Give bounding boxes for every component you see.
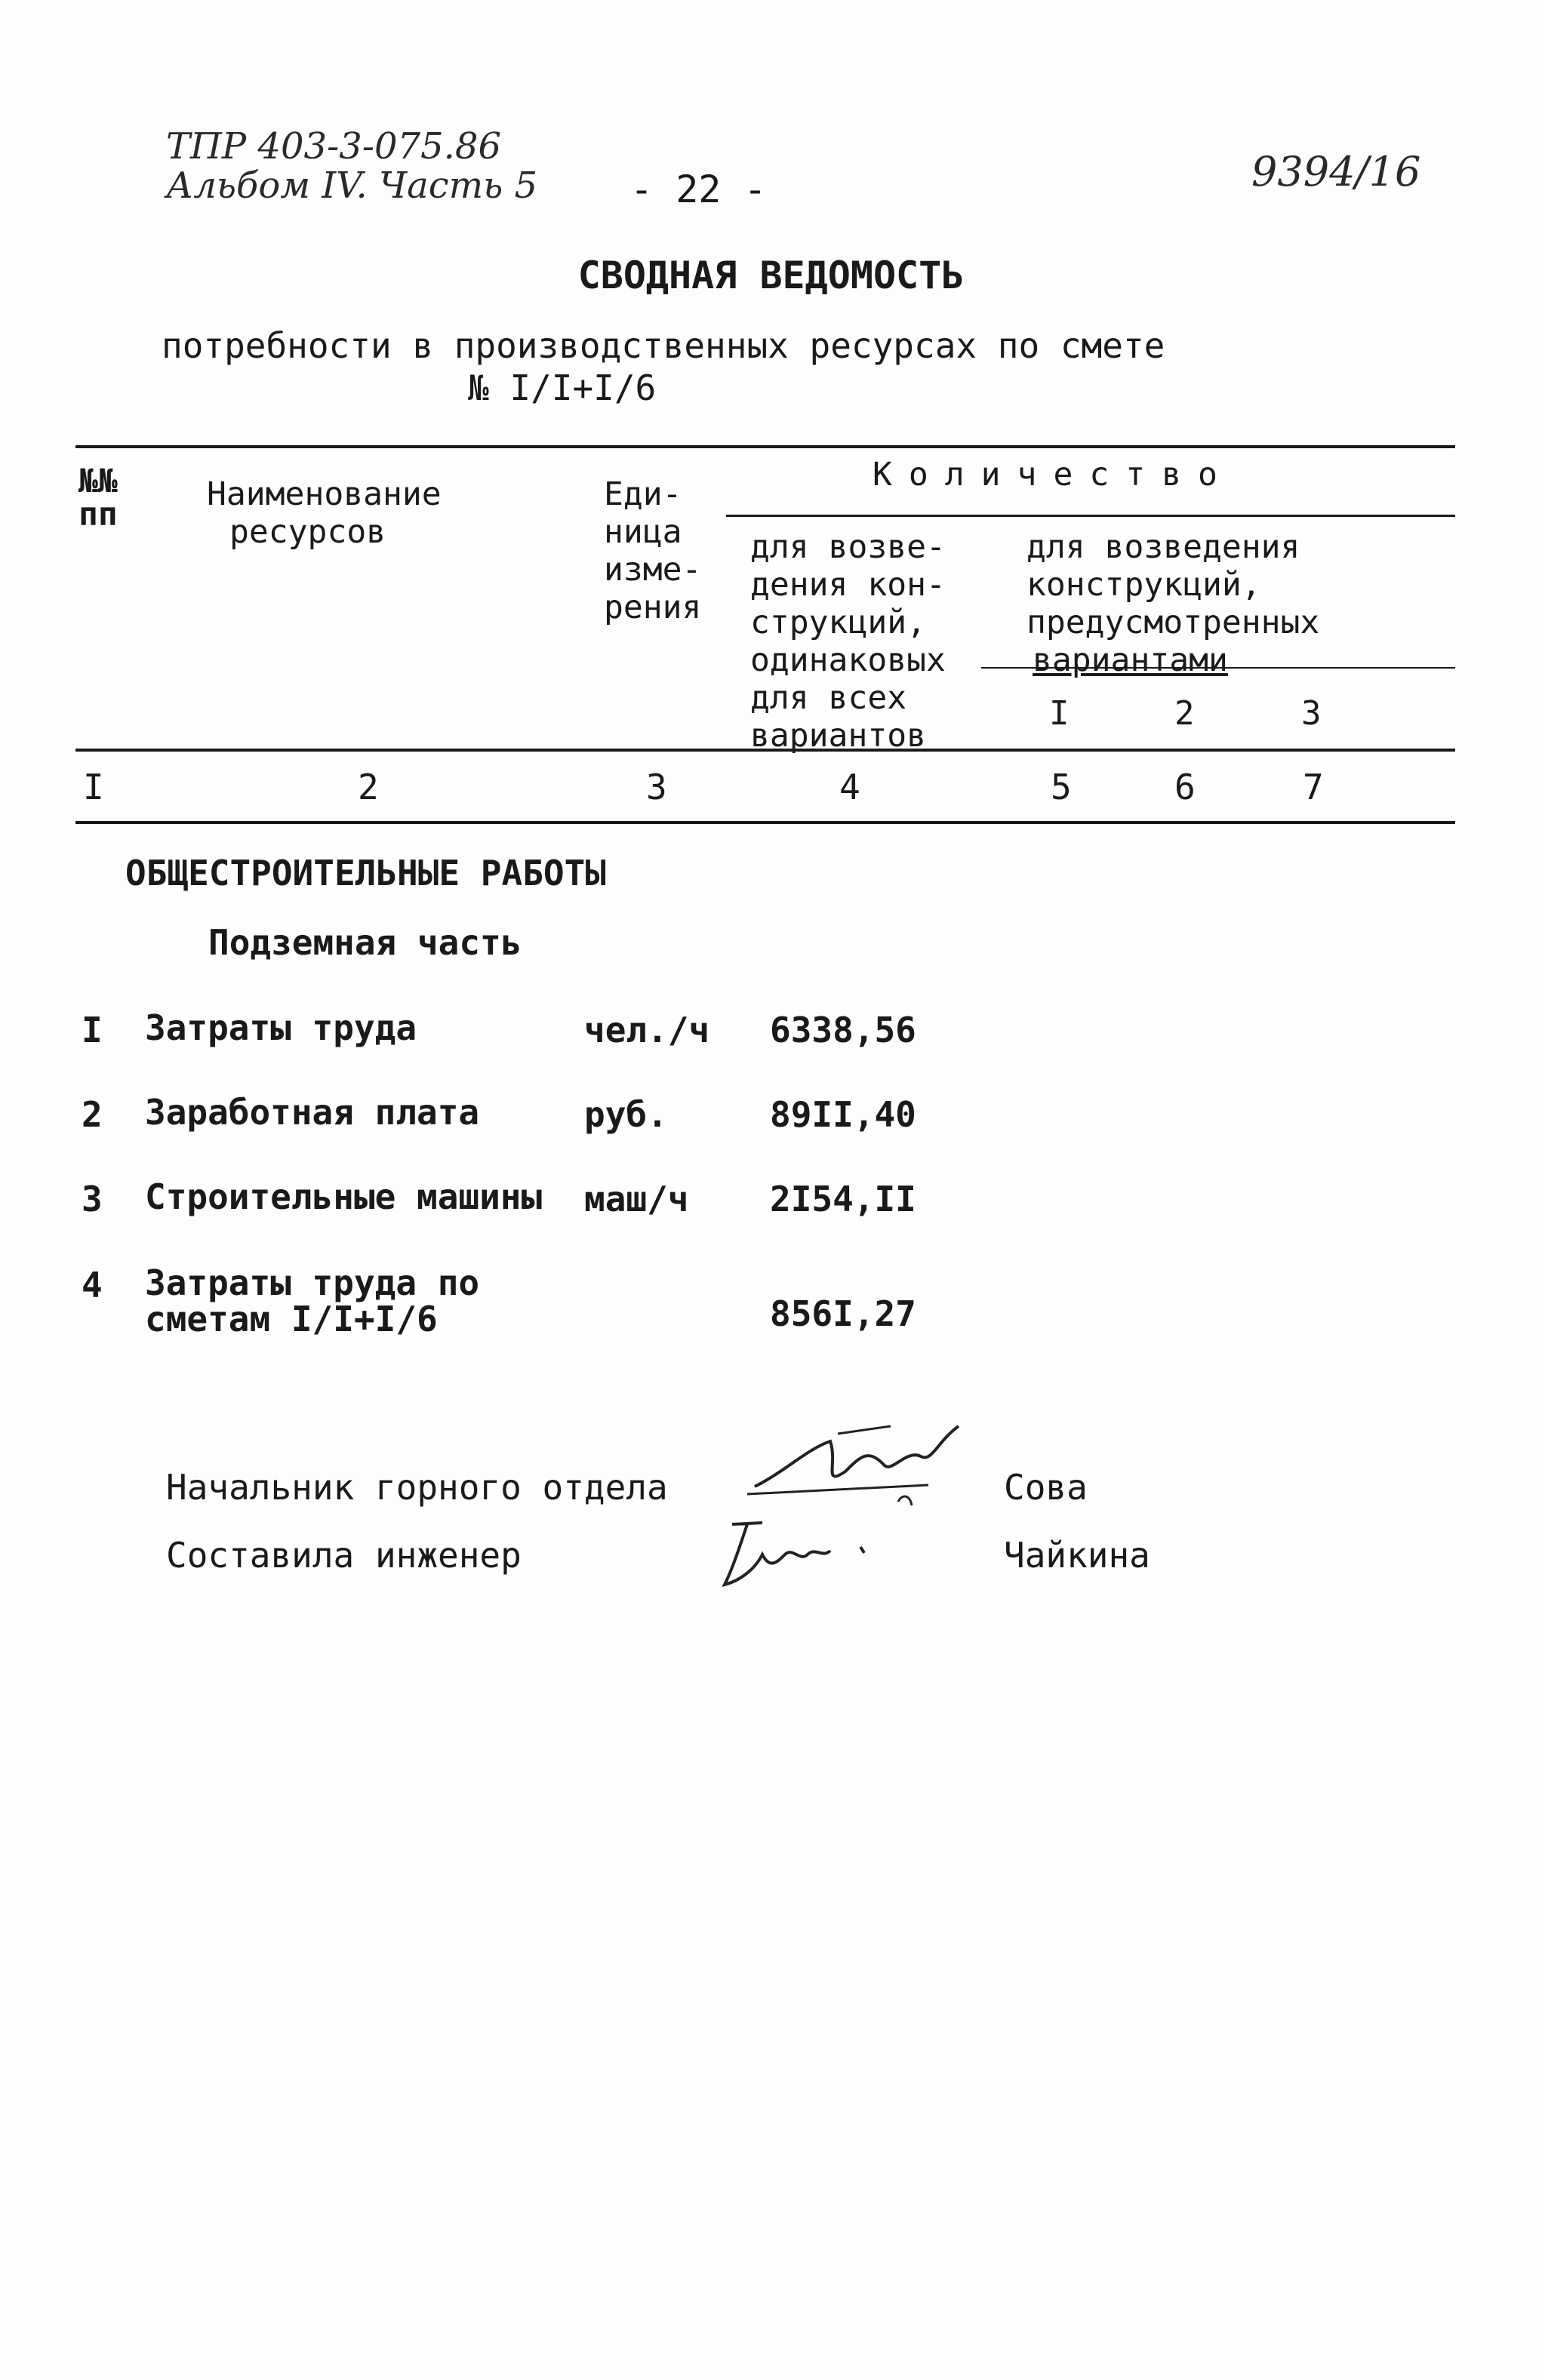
signatory-name-2: Чайкина	[1004, 1535, 1150, 1576]
header-common-constructions	[750, 528, 946, 755]
header-variant-2: 2	[1174, 694, 1195, 733]
header-variant-line-4: вариантами	[1033, 641, 1228, 679]
row-name-line-2: сметам I/I+I/6	[145, 1299, 438, 1339]
column-number-6: 6	[1174, 767, 1196, 807]
column-numbers-bottom-rule	[75, 821, 1455, 824]
header-variant-3: 3	[1301, 694, 1322, 733]
header-name-line-2: ресурсов	[229, 513, 386, 551]
handwritten-signature-head	[740, 1419, 981, 1517]
signatory-role-2: Составила инженер	[166, 1535, 522, 1576]
header-unit	[604, 475, 701, 626]
row-resource-name: Строительные машины	[145, 1176, 543, 1217]
page-number: - 22 -	[630, 168, 767, 211]
header-name-line-1: Наименование	[207, 475, 442, 513]
row-resource-name: Заработная плата	[145, 1092, 480, 1133]
row-unit: маш/ч	[584, 1179, 689, 1219]
header-variant-line-1: для возведения	[1026, 528, 1300, 566]
header-common-line-4: одинаковых	[750, 641, 946, 679]
row-common-value: 6338,56	[770, 1010, 916, 1050]
header-variant-line-2: конструкций,	[1026, 566, 1261, 604]
row-unit: чел./ч	[584, 1010, 710, 1050]
header-number: №№ пп	[78, 463, 118, 534]
row-number: 4	[82, 1265, 103, 1305]
handwritten-signature-engineer	[709, 1509, 891, 1600]
row-number: I	[82, 1010, 103, 1050]
project-code: ТПР 403-3-075.86	[166, 125, 501, 168]
archive-number: 9394/16	[1251, 148, 1421, 195]
row-unit: руб.	[584, 1094, 668, 1135]
row-name-line-1: Затраты труда по	[145, 1262, 480, 1303]
header-variant-constructions	[1026, 528, 1319, 679]
header-variant-1: I	[1049, 694, 1070, 733]
section-title: ОБЩЕСТРОИТЕЛЬНЫЕ РАБОТЫ	[125, 853, 606, 893]
header-unit-line-1: Еди-	[604, 475, 682, 513]
subtitle-line-2: № I/I+I/6	[468, 367, 657, 408]
header-variant-line-3: предусмотренных	[1026, 604, 1320, 641]
document-title: СВОДНАЯ ВЕДОМОСТЬ	[577, 254, 965, 297]
signatory-name-1: Сова	[1004, 1467, 1088, 1508]
album-label: Альбом IV. Часть 5	[166, 165, 538, 207]
subsection-title: Подземная часть	[208, 922, 522, 963]
header-unit-line-4: рения	[604, 589, 702, 626]
row-resource-name	[145, 1262, 480, 1339]
document-subtitle	[162, 324, 1165, 409]
signatory-role-1: Начальник горного отдела	[166, 1467, 668, 1508]
header-common-line-3: струкций,	[750, 604, 926, 641]
header-common-line-2: дения кон-	[750, 566, 946, 604]
column-number-5: 5	[1051, 767, 1072, 807]
header-common-line-6: вариантов	[750, 717, 926, 755]
header-unit-line-2: ница	[604, 513, 682, 551]
row-number: 3	[82, 1179, 103, 1219]
row-number: 2	[82, 1094, 103, 1135]
column-number-1: I	[83, 767, 104, 807]
header-common-line-1: для возве-	[750, 528, 946, 566]
column-number-4: 4	[839, 767, 860, 807]
header-unit-line-3: изме-	[604, 551, 702, 589]
header-resource-name	[207, 475, 442, 551]
row-resource-name: Затраты труда	[145, 1007, 417, 1048]
row-common-value: 856I,27	[770, 1293, 916, 1334]
quantity-header-rule	[726, 515, 1455, 517]
row-common-value: 2I54,II	[770, 1179, 916, 1219]
header-quantity: Количество	[873, 456, 1234, 494]
header-common-line-5: для всех	[750, 679, 907, 717]
column-number-2: 2	[358, 767, 379, 807]
column-number-7: 7	[1303, 767, 1324, 807]
document-reference	[166, 127, 537, 205]
row-common-value: 89II,40	[770, 1094, 916, 1135]
table-top-rule	[75, 445, 1455, 448]
column-number-3: 3	[646, 767, 667, 807]
subtitle-line-1: потребности в производственных ресурсах по смете	[162, 325, 1165, 366]
